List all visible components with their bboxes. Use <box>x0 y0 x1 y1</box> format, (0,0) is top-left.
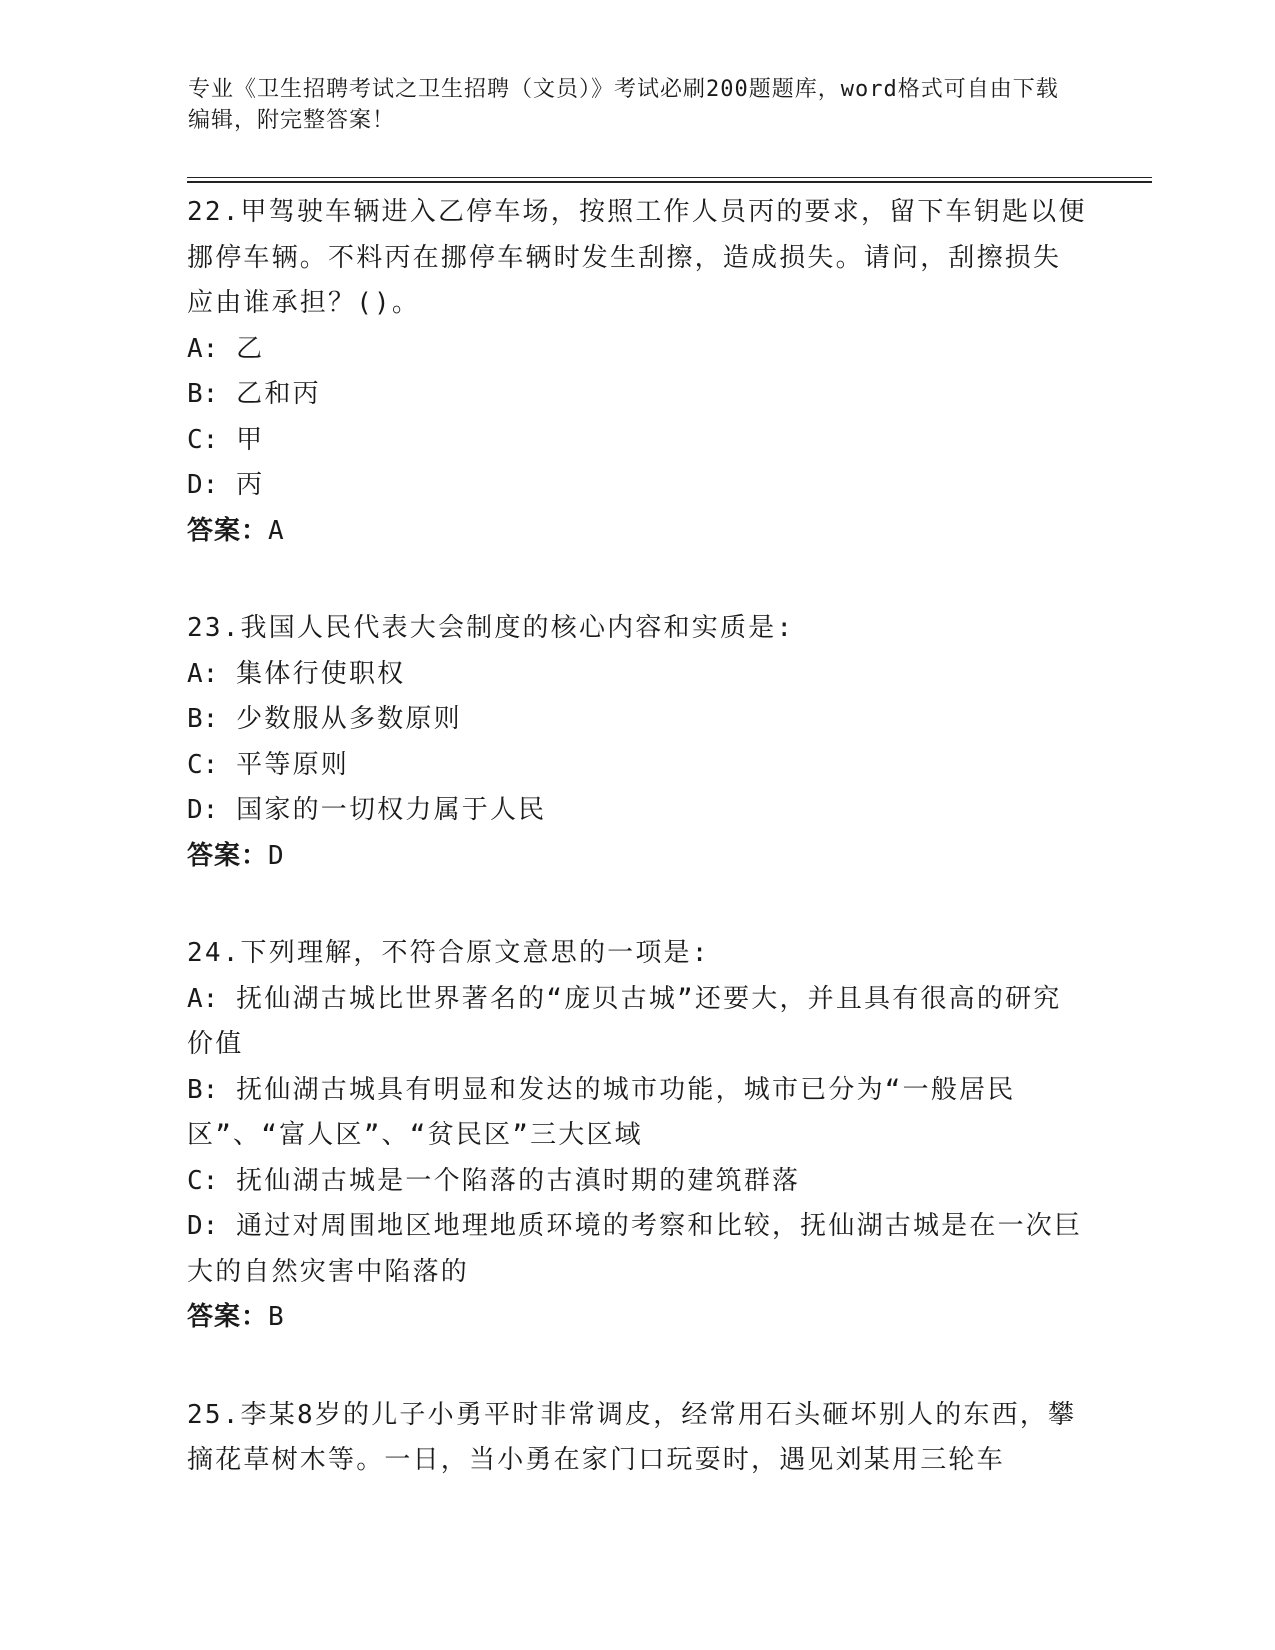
option-text: 抚仙湖古城具有明显和发达的城市功能，城市已分为“一般居民区”、“富人区”、“贫民区”三大区域 <box>187 1074 1016 1150</box>
option-text: 甲 <box>236 424 265 455</box>
question-text: 24.下列理解，不符合原文意思的一项是: <box>187 938 710 968</box>
option-c <box>187 418 1087 464</box>
option-key: C: <box>187 749 219 780</box>
answer-line <box>187 834 1087 880</box>
option-text: 通过对周围地区地理地质环境的考察和比较，抚仙湖古城是在一次巨大的自然灾害中陷落的 <box>187 1211 1083 1287</box>
option-key: B: <box>187 1074 219 1105</box>
answer-value: D <box>268 840 285 871</box>
option-text: 丙 <box>236 470 265 500</box>
question-text: 23.我国人民代表大会制度的核心内容和实质是: <box>187 613 795 643</box>
option-key: B: <box>187 704 219 734</box>
option-a <box>187 977 1087 1068</box>
question-25 <box>187 1393 1087 1484</box>
header-divider-thick <box>187 181 1152 183</box>
question-text: 22.甲驾驶车辆进入乙停车场，按照工作人员丙的要求，留下车钥匙以便挪停车辆。不料丙在挪停车辆时发生刮擦，造成损失。请问，刮擦损失应由谁承担？()。 <box>187 197 1087 318</box>
option-text: 集体行使职权 <box>236 658 406 689</box>
option-a <box>187 652 1087 698</box>
answer-value: A <box>268 515 285 546</box>
option-key: A: <box>187 333 219 364</box>
option-d <box>187 1204 1087 1295</box>
option-key: A: <box>187 658 219 689</box>
answer-label: 答案： <box>187 515 269 546</box>
option-text: 平等原则 <box>236 749 349 780</box>
option-c <box>187 1159 1087 1205</box>
option-key: C: <box>187 424 219 455</box>
answer-label: 答案： <box>187 1302 269 1332</box>
option-a <box>187 327 1087 373</box>
option-text: 少数服从多数原则 <box>236 704 462 734</box>
option-key: B: <box>187 379 219 409</box>
option-key: D: <box>187 795 219 825</box>
option-text: 乙 <box>236 333 265 364</box>
question-22 <box>187 190 1087 554</box>
document-header: 专业《卫生招聘考试之卫生招聘（文员）》考试必刷200题题库，word格式可自由下载编辑，附完整答案！ <box>188 77 1059 133</box>
option-b <box>187 1068 1087 1159</box>
option-key: A: <box>187 983 219 1014</box>
option-text: 抚仙湖古城是一个陷落的古滇时期的建筑群落 <box>236 1165 801 1196</box>
header-divider-thin <box>187 177 1152 178</box>
answer-line <box>187 1295 1087 1341</box>
answer-value: B <box>268 1302 285 1332</box>
answer-label: 答案： <box>187 840 269 871</box>
question-list <box>187 190 1087 1536</box>
option-text: 国家的一切权力属于人民 <box>236 795 547 825</box>
option-key: D: <box>187 1211 219 1241</box>
option-d <box>187 788 1087 834</box>
option-b <box>187 697 1087 743</box>
option-d <box>187 463 1087 509</box>
question-23 <box>187 606 1087 879</box>
option-key: C: <box>187 1165 219 1196</box>
option-b <box>187 372 1087 418</box>
question-24 <box>187 931 1087 1341</box>
option-text: 乙和丙 <box>236 379 321 409</box>
question-text: 25.李某8岁的儿子小勇平时非常调皮，经常用石头砸坏别人的东西，攀摘花草树木等。一日，当小勇在家门口玩耍时，遇见刘某用三轮车 <box>187 1399 1077 1475</box>
answer-line <box>187 509 1087 555</box>
option-c <box>187 743 1087 789</box>
option-key: D: <box>187 470 219 500</box>
option-text: 抚仙湖古城比世界著名的“庞贝古城”还要大，并且具有很高的研究价值 <box>187 983 1062 1059</box>
